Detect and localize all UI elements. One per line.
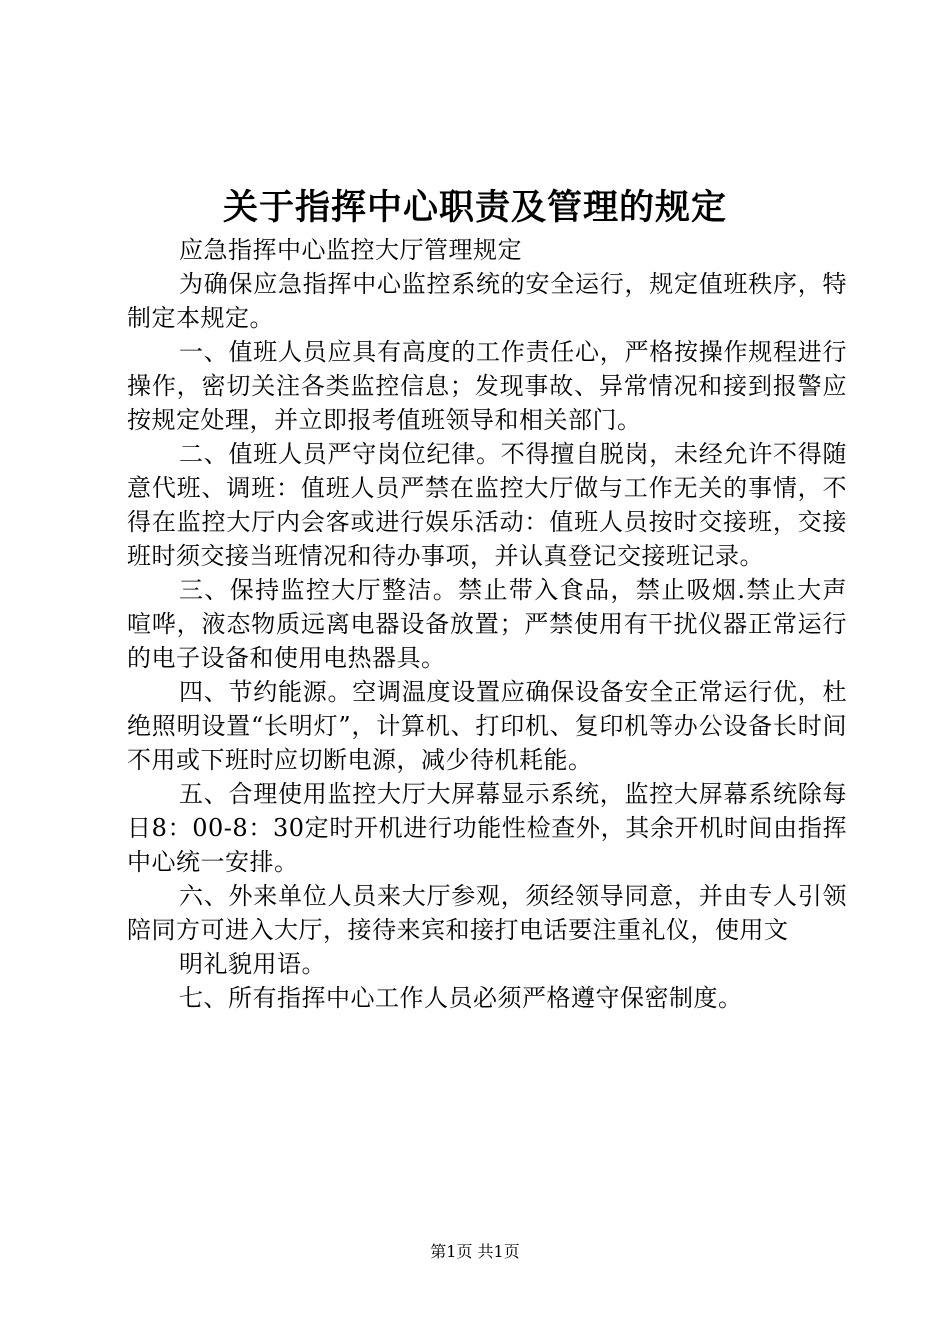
paragraph-item-5: 五、合理使用监控大厅大屏幕显示系统，监控大屏幕系统除每日8：00-8：30定时开机进行功能性检查外，其余开机时间由指挥中心统一安排。 <box>127 780 847 876</box>
paragraph-item-1: 一、值班人员应具有高度的工作责任心，严格按操作规程进行操作，密切关注各类监控信息；发现事故、异常情况和接到报警应按规定处理，并立即报考值班领导和相关部门。 <box>127 338 847 434</box>
paragraph-intro: 为确保应急指挥中心监控系统的安全运行，规定值班秩序，特制定本规定。 <box>127 270 847 332</box>
paragraph-item-4: 四、节约能源。空调温度设置应确保设备安全正常运行优，杜绝照明设置“长明灯”，计算机、打印机、复印机等办公设备长时间不用或下班时应切断电源，减少待机耗能。 <box>127 678 847 774</box>
paragraph-item-7: 七、所有指挥中心工作人员必须严格遵守保密制度。 <box>179 984 743 1012</box>
document-body <box>127 233 847 1015</box>
paragraph-item-2: 二、值班人员严守岗位纪律。不得擅自脱岗，未经允许不得随意代班、调班：值班人员严禁在监控大厅做与工作无关的事情，不得在监控大厅内会客或进行娱乐活动：值班人员按时交接班，交接班时须交接当班情况和待办事项，并认真登记交接班记录。 <box>127 440 847 570</box>
paragraph-item-6-continued: 明礼貌用语。 <box>179 950 326 978</box>
paragraph-item-3: 三、保持监控大厅整洁。禁止带入食品，禁止吸烟.禁止大声喧哗，液态物质远离电器设备放置；严禁使用有干扰仪器正常运行的电子设备和使用电热器具。 <box>127 576 847 672</box>
page-footer: 第1页 共1页 <box>430 1242 520 1261</box>
document-title: 关于指挥中心职责及管理的规定 <box>222 188 727 228</box>
paragraph-subtitle: 应急指挥中心监控大厅管理规定 <box>179 236 522 264</box>
paragraph-item-6: 六、外来单位人员来大厅参观，须经领导同意，并由专人引领陪同方可进入大厅，接待来宾和接打电话要注重礼仪，使用文 <box>127 882 847 944</box>
